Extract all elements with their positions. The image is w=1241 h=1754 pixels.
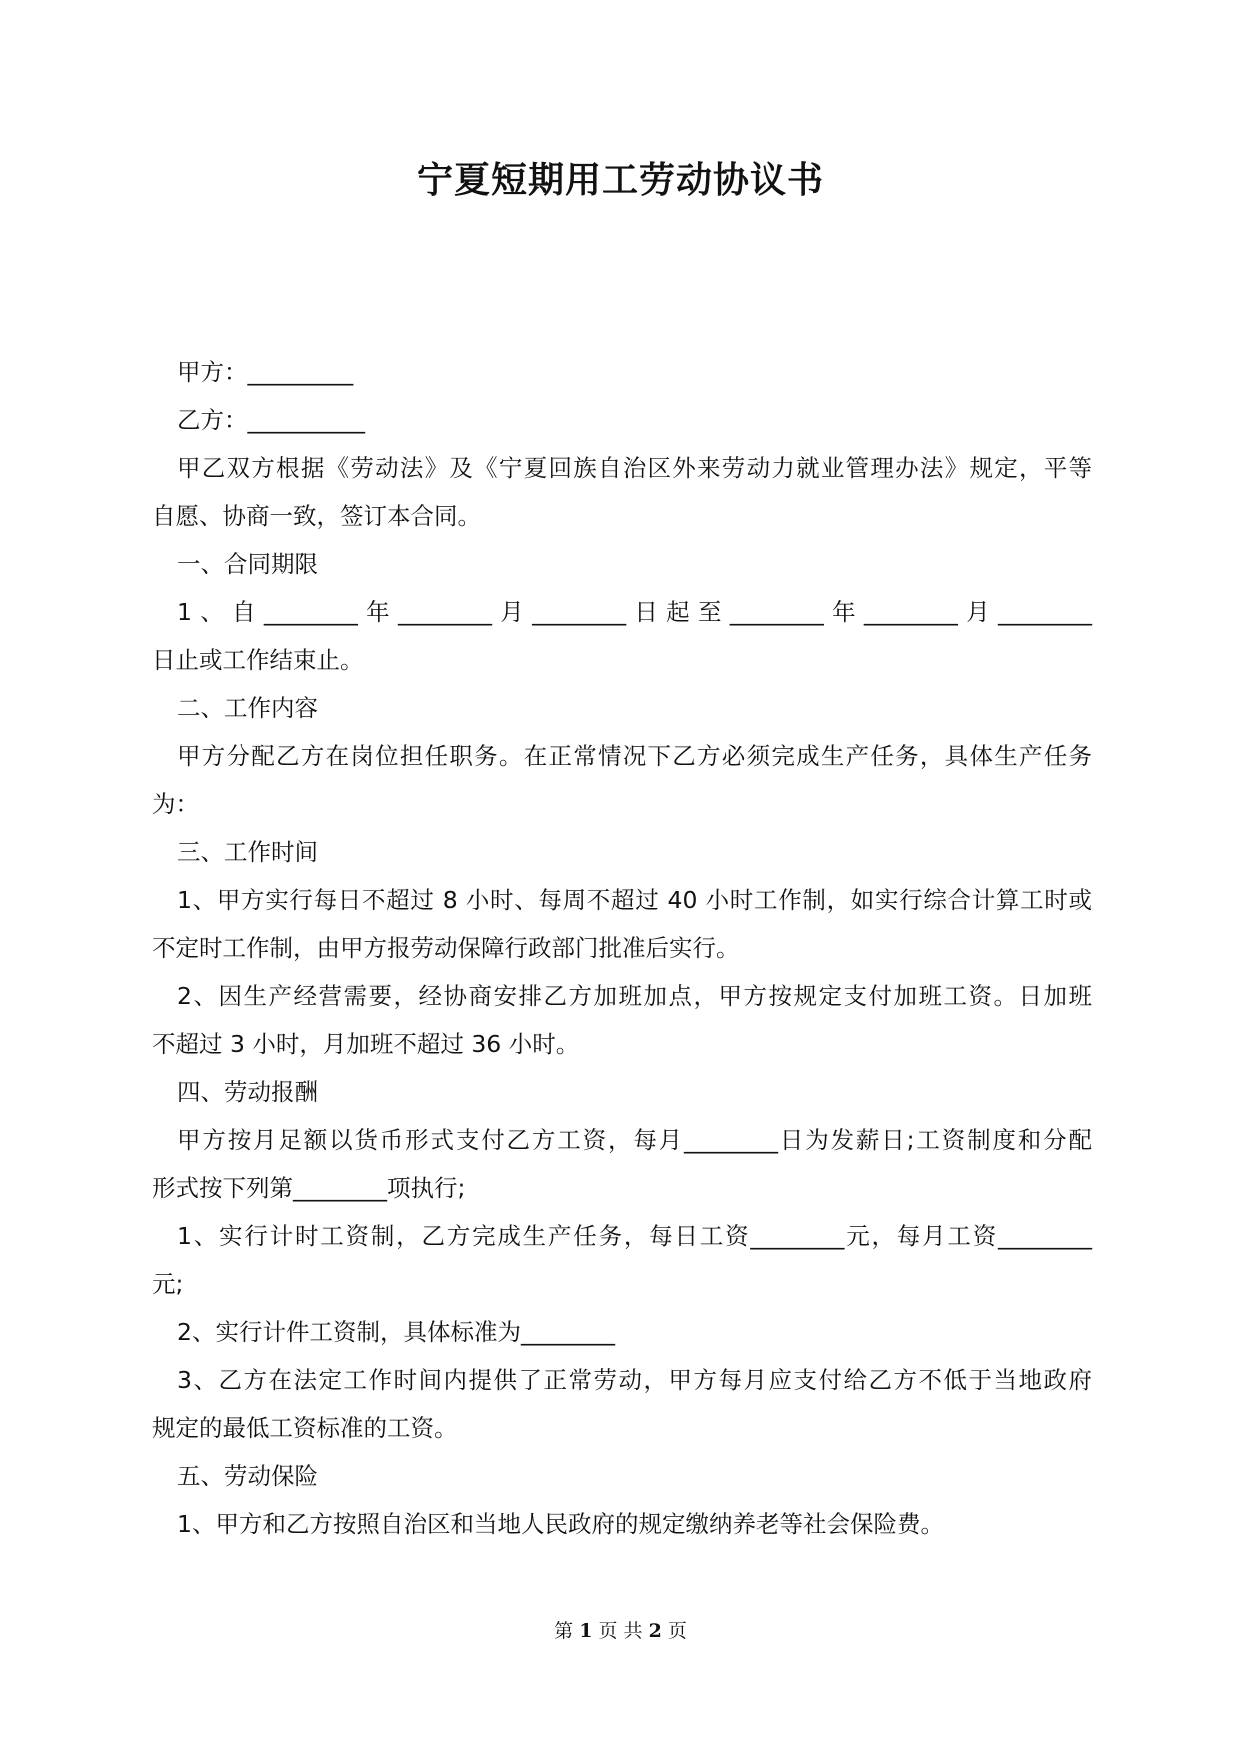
section-heading: 一、合同期限 (177, 550, 318, 578)
document-title: 宁夏短期用工劳动协议书 (416, 160, 824, 201)
paragraph-line: 1、甲方和乙方按照自治区和当地人民政府的规定缴纳养老等社会保险费。 (177, 1510, 944, 1538)
current-page-number: 1 (579, 1620, 593, 1642)
paragraph-line: 不超过 3 小时，月加班不超过 36 小时。 (152, 1030, 580, 1058)
paragraph-line: 2、实行计件工资制，具体标准为________ (177, 1318, 615, 1346)
paragraph-line: 3、乙方在法定工作时间内提供了正常劳动，甲方每月应支付给乙方不低于当地政府 (177, 1366, 1092, 1394)
paragraph-line: 甲方分配乙方在岗位担任职务。在正常情况下乙方必须完成生产任务，具体生产任务 (177, 742, 1092, 770)
paragraph-line: 2、因生产经营需要，经协商安排乙方加班加点，甲方按规定支付加班工资。日加班 (177, 982, 1092, 1010)
party-b-line: 乙方：__________ (177, 406, 365, 434)
paragraph-line: 自愿、协商一致，签订本合同。 (152, 502, 481, 530)
paragraph-line: 1、甲方实行每日不超过 8 小时、每周不超过 40 小时工作制，如实行综合计算工时或 (177, 886, 1092, 914)
paragraph-line: 日止或工作结束止。 (152, 646, 364, 674)
section-heading: 三、工作时间 (177, 838, 318, 866)
section-heading: 二、工作内容 (177, 694, 318, 722)
paragraph-line: 形式按下列第________项执行; (152, 1174, 466, 1202)
page-prefix: 第 (554, 1620, 574, 1642)
page-number-footer (0, 1618, 1241, 1644)
page-middle: 页 共 (598, 1620, 643, 1642)
page-suffix: 页 (667, 1620, 687, 1642)
paragraph-line: 规定的最低工资标准的工资。 (152, 1414, 458, 1442)
paragraph-line: 甲方按月足额以货币形式支付乙方工资，每月________日为发薪日;工资制度和分配 (177, 1126, 1092, 1154)
paragraph-line: 元; (152, 1270, 184, 1298)
paragraph-line: 甲乙双方根据《劳动法》及《宁夏回族自治区外来劳动力就业管理办法》规定，平等 (177, 454, 1092, 482)
total-page-number: 2 (648, 1620, 662, 1642)
party-a-line: 甲方：_________ (177, 358, 354, 386)
paragraph-line: 1、自________年________月________日起至________年________月________ (177, 598, 1092, 626)
paragraph-line: 不定时工作制，由甲方报劳动保障行政部门批准后实行。 (152, 934, 740, 962)
section-heading: 四、劳动报酬 (177, 1078, 318, 1106)
paragraph-line: 为： (152, 790, 199, 818)
paragraph-line: 1、实行计时工资制，乙方完成生产任务，每日工资________元，每月工资________ (177, 1222, 1092, 1250)
section-heading: 五、劳动保险 (177, 1462, 318, 1490)
